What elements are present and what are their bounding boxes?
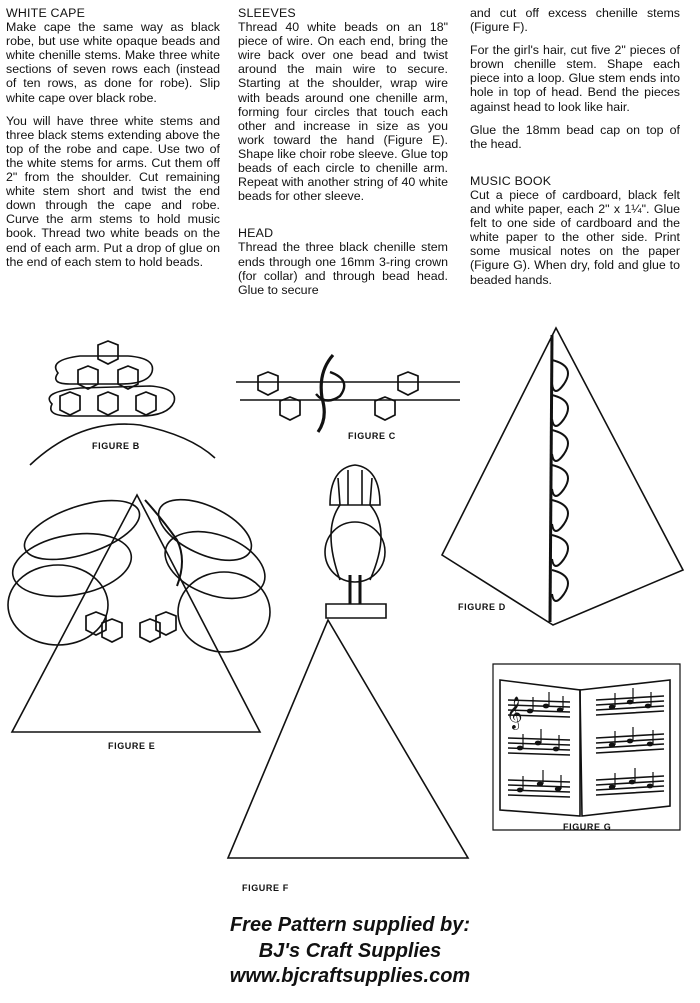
continuation-paragraph-3: Glue the 18mm bead cap on top of the head. — [470, 122, 680, 151]
sleeves-heading: SLEEVES — [238, 6, 296, 20]
white-cape-heading: WHITE CAPE — [6, 6, 86, 20]
head-heading: HEAD — [238, 226, 274, 241]
figure-e-illustration — [8, 487, 274, 732]
figure-b-label: FIGURE B — [92, 441, 140, 451]
music-book-heading: MUSIC BOOK — [470, 173, 552, 188]
figure-c-illustration — [236, 355, 460, 432]
treble-clef-icon: 𝄞 — [506, 696, 523, 729]
footer-website-link[interactable]: www.bjcraftsupplies.com — [229, 965, 471, 987]
figure-f-illustration — [228, 465, 468, 858]
music-book-paragraph: Cut a piece of cardboard, black felt and white paper, each 2" x 1¼". Glue felt to one side of cardboard and the white paper to the other side. Print some musical notes on the paper (Figure G). When dry, fold and glue to beaded hands. — [470, 187, 680, 287]
footer-line-1: Free Pattern supplied by: — [229, 914, 471, 936]
continuation-paragraph-2: For the girl's hair, cut five 2" pieces of brown chenille stem. Shape each piece into a loop. Glue stem ends into hole in top of head. Bend the pieces against head to look like hair. — [470, 43, 680, 114]
footer-line-2: BJ's Craft Supplies — [258, 939, 442, 962]
white-cape-paragraph-2: You will have three white stems and three black stems extending above the top of the robe and cape. Use two of the white stems for arms. Cut them off 2" from the shoulder. Cut remaining white stem short and twist the end down through the cape and robe. Curve the arm stems to hold music book. Thread two white beads on the end of each arm. Put a drop of glue on the end of each stem to hold beads. — [6, 113, 220, 269]
figure-e-label: FIGURE E — [108, 741, 156, 751]
footer-credit — [0, 913, 700, 990]
sleeves-paragraph: Thread 40 white beads on an 18" piece of wire. On each end, bring the wire back over one bead and twist around the main wire to secure. Starting at the shoulder, wrap wire with beads around one chenille arm, forming four circles that touch each other and increase in size as you work toward the hand (Figure E). Shape like choir robe sleeve. Glue top beads of each circle to chenille arm. Repeat with another string of 40 white beads for other sleeve. — [238, 20, 448, 204]
figure-c-label: FIGURE C — [348, 431, 396, 441]
figure-f-label: FIGURE F — [242, 883, 289, 893]
head-paragraph: Thread the three black chenille stem ends through one 16mm 3-ring crown (for collar) and through bead head. Glue to secure — [238, 240, 448, 297]
figure-g-illustration — [493, 664, 680, 830]
figure-d-illustration — [442, 328, 683, 625]
continuation-paragraph-1: and cut off excess chenille stems (Figure F). — [470, 6, 680, 35]
figure-g-label: FIGURE G — [563, 822, 612, 832]
white-cape-paragraph-1: Make cape the same way as black robe, but use white opaque beads and white chenille stems. Make three white sections of seven rows each (instead of ten rows, as done for robe). Slip white cape over black robe. — [6, 20, 220, 105]
figure-d-label: FIGURE D — [458, 602, 506, 612]
